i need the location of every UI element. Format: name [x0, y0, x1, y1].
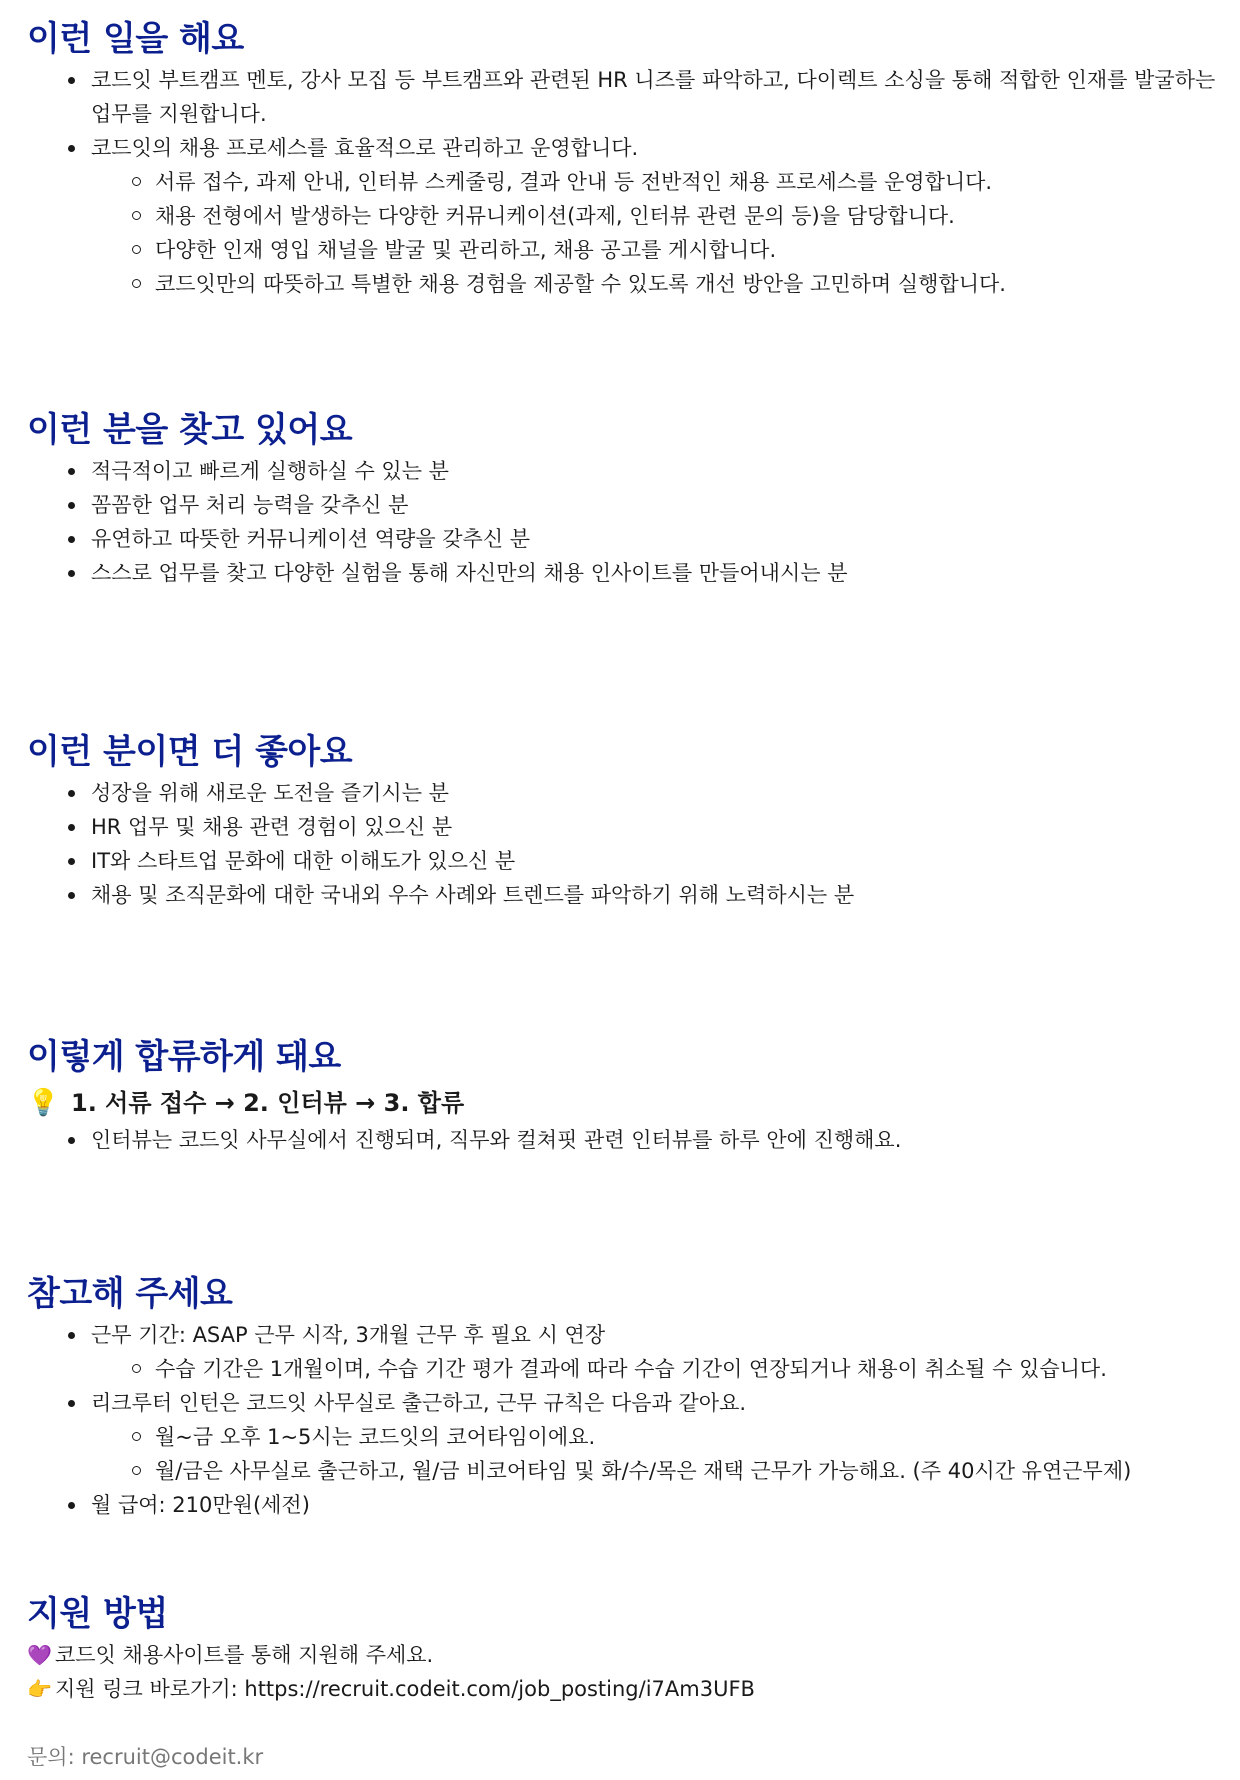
duties-list — [27, 63, 1228, 301]
list-item: 인터뷰는 코드잇 사무실에서 진행되며, 직무와 컬쳐핏 관련 인터뷰를 하루 안에 진행해요. — [27, 1123, 1228, 1157]
list-item-text: 리크루터 인턴은 코드잇 사무실로 출근하고, 근무 규칙은 다음과 같아요. — [91, 1391, 747, 1415]
list-item-text: 월 급여: 210만원(세전) — [91, 1493, 310, 1517]
list-item-text: 근무 기간: ASAP 근무 시작, 3개월 근무 후 필요 시 연장 — [91, 1323, 606, 1347]
section-title: 지원 방법 — [27, 1594, 168, 1634]
list-item: HR 업무 및 채용 관련 경험이 있으신 분 — [27, 810, 1228, 844]
sub-list-item: 다양한 인재 영입 채널을 발굴 및 관리하고, 채용 공고를 게시합니다. — [91, 233, 1228, 267]
process-callout — [27, 1083, 1228, 1123]
list-item — [27, 63, 1228, 131]
process-steps: 1. 서류 접수 → 2. 인터뷰 → 3. 합류 — [71, 1089, 465, 1117]
pointing-hand-icon: 👉 — [27, 1677, 52, 1701]
contact-email[interactable]: 문의: recruit@codeit.kr — [27, 1745, 264, 1769]
list-item-text: 코드잇의 채용 프로세스를 효율적으로 관리하고 운영합니다. — [91, 136, 639, 160]
sub-list-item: 채용 전형에서 발생하는 다양한 커뮤니케이션(과제, 인터뷰 관련 문의 등)을 담당합니다. — [91, 199, 1228, 233]
section-preferred — [27, 730, 1228, 912]
notes-list — [27, 1318, 1228, 1522]
section-title: 이런 분을 찾고 있어요 — [27, 410, 353, 450]
apply-text: 코드잇 채용사이트를 통해 지원해 주세요. — [55, 1643, 434, 1667]
section-process — [27, 1035, 1228, 1157]
list-item: 적극적이고 빠르게 실행하실 수 있는 분 — [27, 454, 1228, 488]
list-item: 채용 및 조직문화에 대한 국내외 우수 사례와 트렌드를 파악하기 위해 노력하시는 분 — [27, 878, 1228, 912]
section-title: 이런 분이면 더 좋아요 — [27, 732, 353, 772]
section-notes — [27, 1272, 1228, 1522]
apply-link-line[interactable] — [27, 1672, 1228, 1706]
apply-line — [27, 1638, 1228, 1672]
section-apply — [27, 1592, 1228, 1706]
list-item: 스스로 업무를 찾고 다양한 실험을 통해 자신만의 채용 인사이트를 만들어내시는 분 — [27, 556, 1228, 590]
lightbulb-icon: 💡 — [27, 1088, 60, 1118]
sub-list-item: 월/금은 사무실로 출근하고, 월/금 비코어타임 및 화/수/목은 재택 근무가 가능해요. (주 40시간 유연근무제) — [91, 1454, 1228, 1488]
requirements-list — [27, 454, 1228, 590]
section-title: 이렇게 합류하게 돼요 — [27, 1037, 341, 1077]
list-item-text: 코드잇 부트캠프 멘토, 강사 모집 등 부트캠프와 관련된 HR 니즈를 파악하고, 다이렉트 소싱을 통해 적합한 인재를 발굴하는 업무를 지원합니다. — [91, 68, 1216, 126]
list-item — [27, 1386, 1228, 1488]
sub-list-item: 수습 기간은 1개월이며, 수습 기간 평가 결과에 따라 수습 기간이 연장되거나 채용이 취소될 수 있습니다. — [91, 1352, 1228, 1386]
purple-heart-icon: 💜 — [27, 1643, 52, 1667]
section-requirements — [27, 408, 1228, 590]
section-duties — [27, 17, 1228, 301]
list-item: 성장을 위해 새로운 도전을 즐기시는 분 — [27, 776, 1228, 810]
apply-link[interactable]: 지원 링크 바로가기: https://recruit.codeit.com/job_posting/i7Am3UFB — [55, 1677, 755, 1701]
sub-list — [91, 165, 1228, 301]
section-title: 참고해 주세요 — [27, 1274, 233, 1314]
preferred-list — [27, 776, 1228, 912]
sub-list-item: 코드잇만의 따뜻하고 특별한 채용 경험을 제공할 수 있도록 개선 방안을 고민하며 실행합니다. — [91, 267, 1228, 301]
list-item: IT와 스타트업 문화에 대한 이해도가 있으신 분 — [27, 844, 1228, 878]
sub-list — [91, 1352, 1228, 1386]
list-item — [27, 1318, 1228, 1386]
list-item: 꼼꼼한 업무 처리 능력을 갖추신 분 — [27, 488, 1228, 522]
list-item: 유연하고 따뜻한 커뮤니케이션 역량을 갖추신 분 — [27, 522, 1228, 556]
list-item — [27, 1488, 1228, 1522]
sub-list-item: 서류 접수, 과제 안내, 인터뷰 스케줄링, 결과 안내 등 전반적인 채용 프로세스를 운영합니다. — [91, 165, 1228, 199]
sub-list — [91, 1420, 1228, 1488]
list-item — [27, 131, 1228, 301]
sub-list-item: 월~금 오후 1~5시는 코드잇의 코어타임이에요. — [91, 1420, 1228, 1454]
section-title: 이런 일을 해요 — [27, 19, 244, 59]
process-list — [27, 1123, 1228, 1157]
